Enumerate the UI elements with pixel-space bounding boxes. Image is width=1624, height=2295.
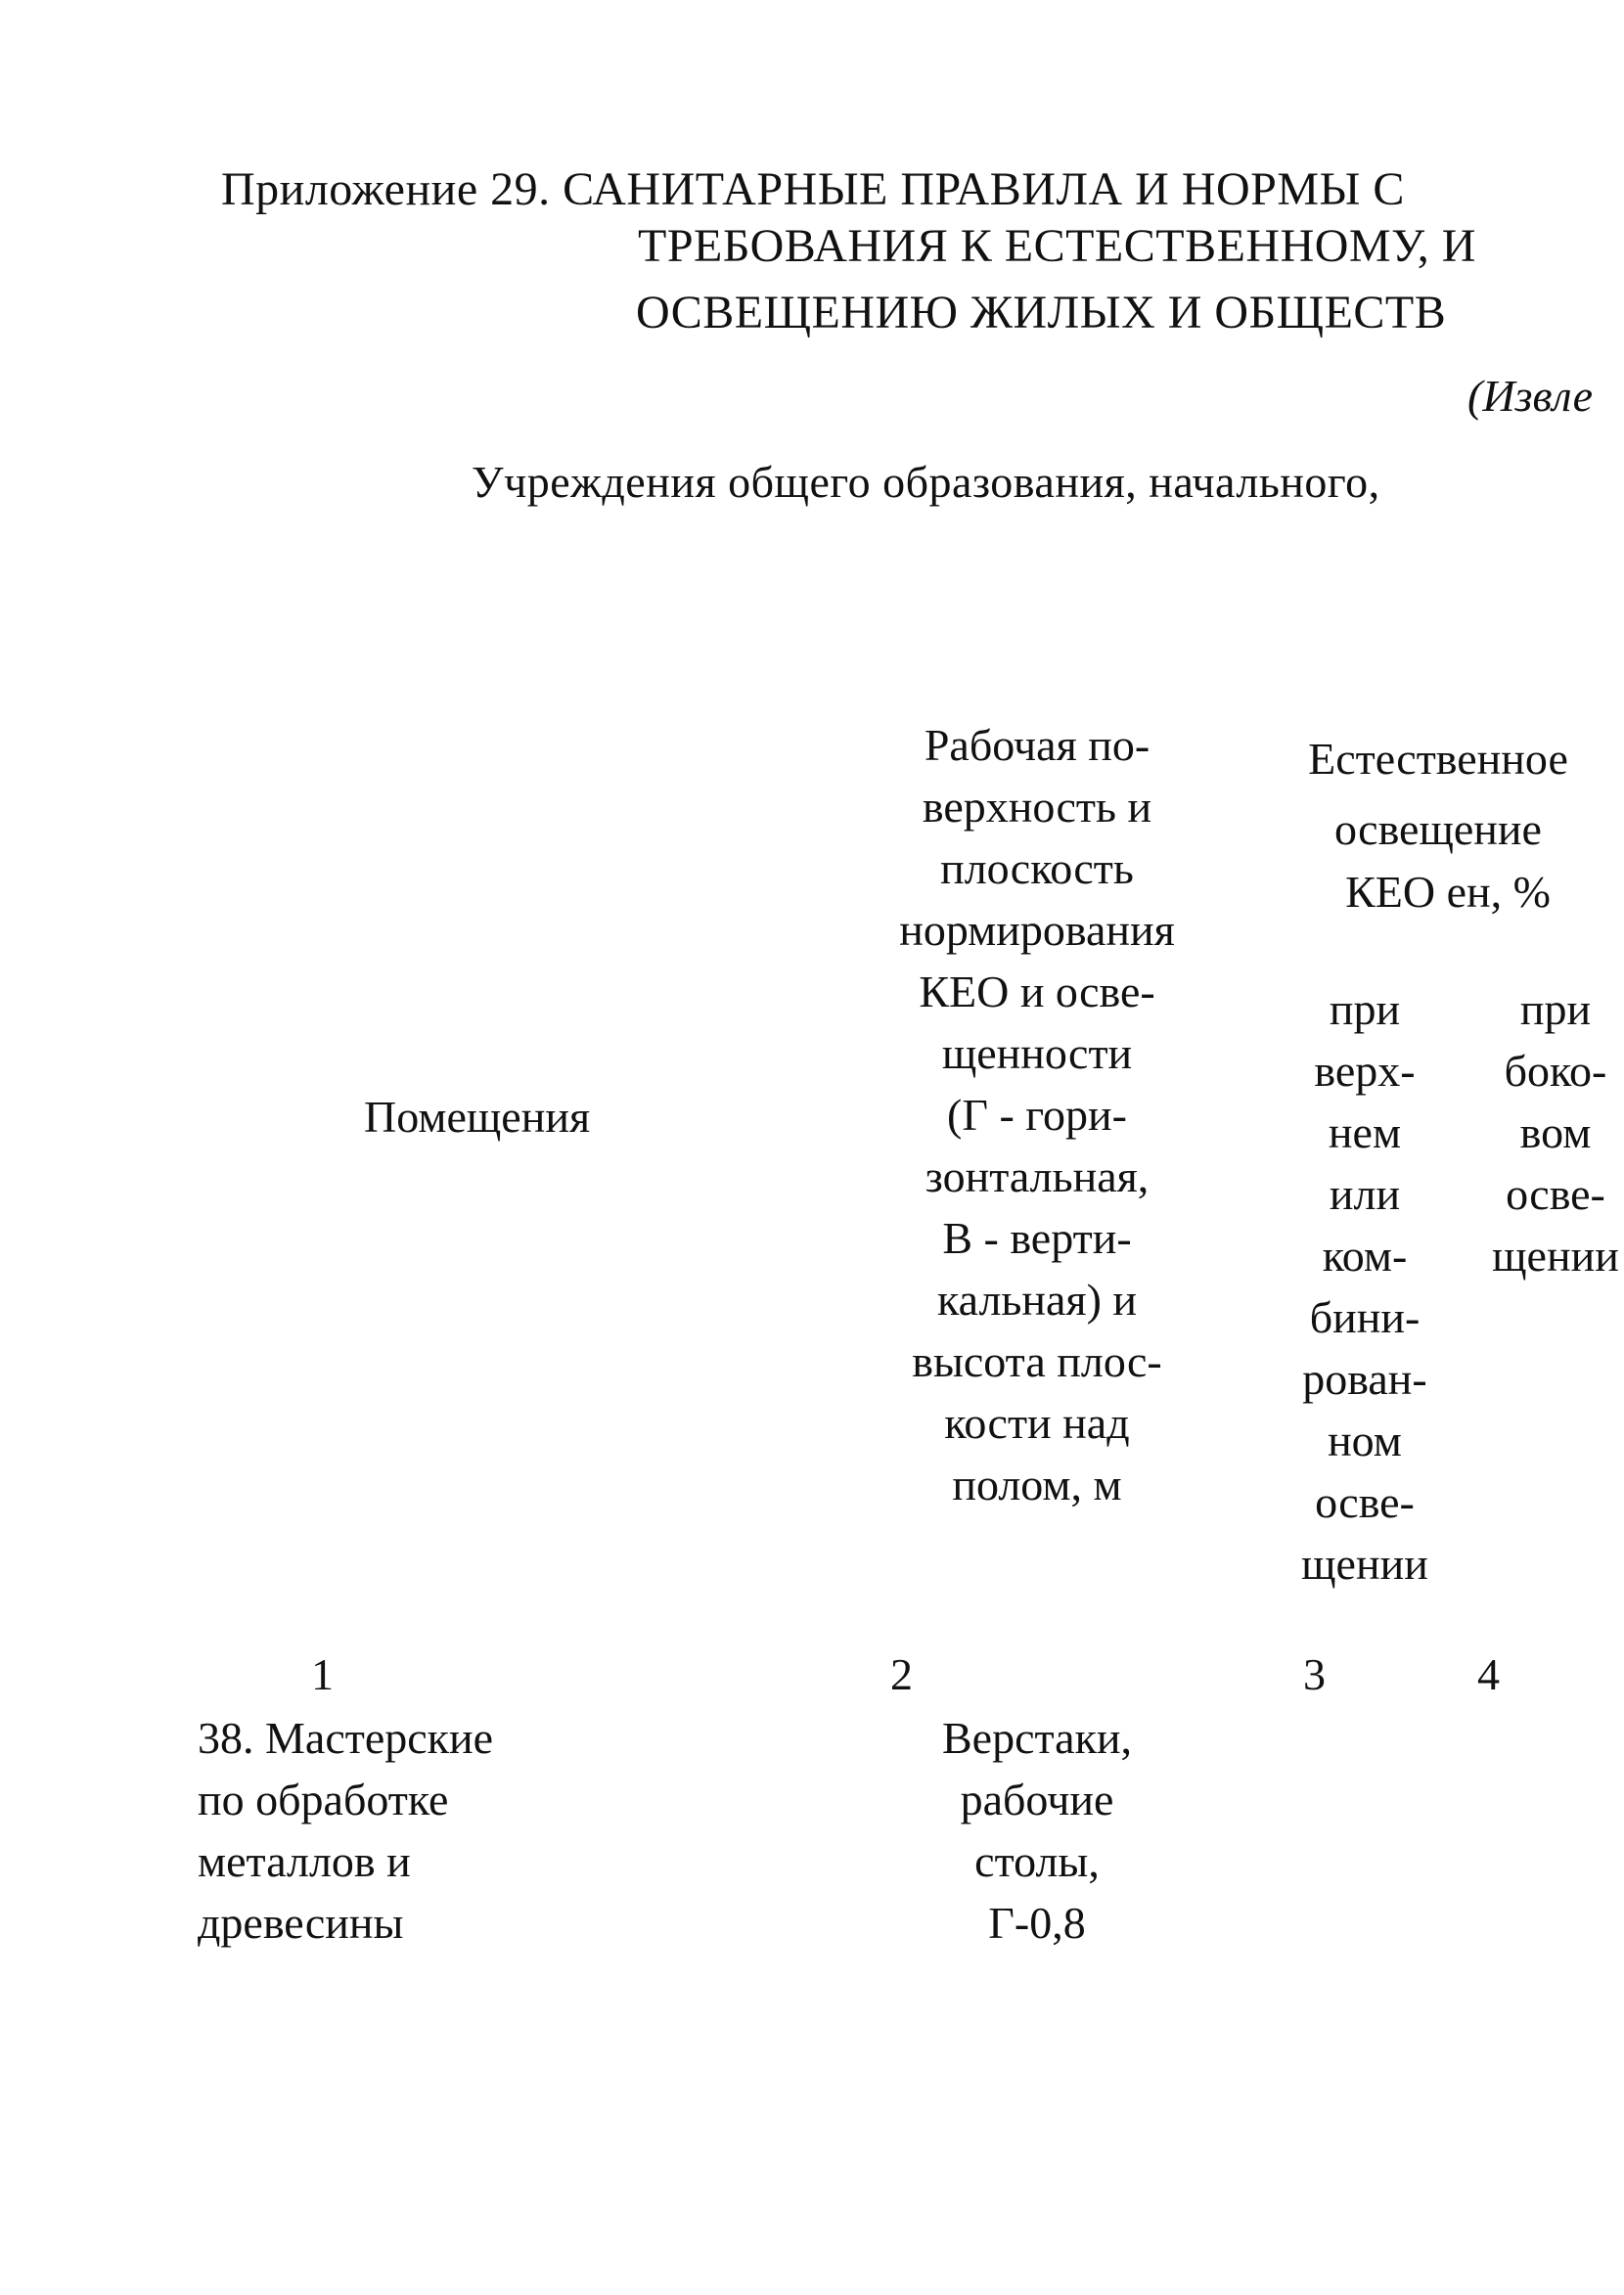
header-natural-lighting: Естественное освещение: [1308, 734, 1568, 854]
header-rooms: Помещения: [364, 1092, 591, 1142]
document-title-line-1: Приложение 29. САНИТАРНЫЕ ПРАВИЛА И НОРМЫ С: [221, 163, 1405, 215]
institution-heading: Учреждения общего образования, начального,: [472, 457, 1380, 507]
column-number-4: 4: [1477, 1649, 1500, 1699]
column-number-2: 2: [890, 1649, 913, 1699]
header-side: при боко- вом осве- щении: [1492, 984, 1619, 1281]
header-top-combined: при верх- нем или ком- бини- рован- ном осве- щении: [1301, 984, 1428, 1589]
row-surface-38: Верстаки, рабочие столы, Г-0,8: [941, 1713, 1133, 1948]
column-number-1: 1: [311, 1649, 334, 1699]
column-number-3: 3: [1303, 1649, 1326, 1699]
document-title-line-2: ТРЕБОВАНИЯ К ЕСТЕСТВЕННОМУ, И: [638, 220, 1476, 272]
document-title-line-3: ОСВЕЩЕНИЮ ЖИЛЫХ И ОБЩЕСТВ: [636, 287, 1447, 338]
row-room-38: 38. Мастерские по обработке металлов и древесины: [198, 1713, 494, 1948]
header-keo: КЕО ен, %: [1345, 867, 1551, 917]
document-subtitle: (Извле: [1467, 371, 1594, 421]
header-surface: Рабочая по- верхность и плоскость нормирования КЕО и осве- щенности (Г - гори- зонтальная, В - верти- кальная) и высота плос- кости над полом, м: [899, 720, 1175, 1509]
